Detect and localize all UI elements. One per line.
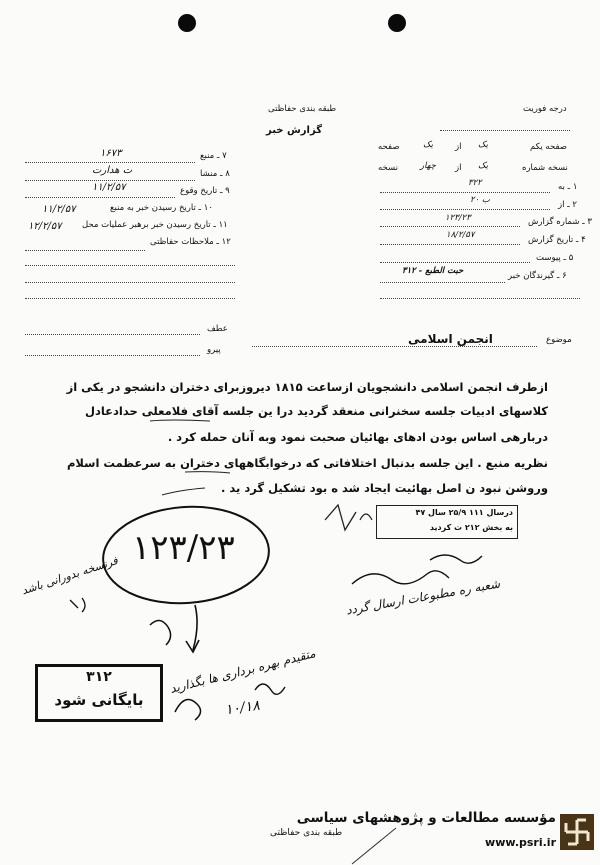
field-occurrence-date-label: ۹ ـ تاریخ وقوع	[180, 186, 230, 196]
institute-logo-icon	[560, 814, 594, 850]
subject-label: موضوع	[546, 335, 572, 345]
reference-atf-label: عطف	[207, 324, 228, 334]
field-from-label: ۲ ـ از	[558, 200, 577, 210]
field-page-label: صفحه یکم	[530, 142, 567, 152]
subject-value: انجمن اسلامی	[408, 332, 493, 346]
field-receipt-source-label: ۱۰ ـ تاریخ رسیدن خبر به منبع	[110, 203, 213, 213]
field-receipt-ops-label: ۱۱ ـ تاریخ رسیدن خبر برهبر عملیات محل	[82, 220, 228, 230]
stamp-line-1: درسال ۱۱۱ ۲۵/۹ سال ۴۷	[415, 508, 513, 517]
field-to-label: ۱ ـ به	[558, 182, 578, 192]
file-stamp-number: ۳۱۲	[86, 669, 112, 685]
field-report-date-value: ۱۸/۲/۵۷	[446, 230, 475, 240]
field-source-label: ۷ ـ منبع	[200, 151, 227, 161]
footer-logo-block	[248, 806, 600, 864]
field-copy-label: نسخه شماره	[522, 163, 568, 173]
field-page-value-a: یک	[478, 140, 488, 150]
receipt-stamp	[376, 505, 518, 539]
field-recipients-label: ۶ ـ گیرندگان خبر	[508, 271, 567, 281]
institute-website: www.psri.ir	[485, 836, 556, 849]
field-report-number-value: ۱۲۳/۲۳	[445, 213, 471, 223]
institute-name: مؤسسه مطالعات و پژوهشهای سیاسی	[296, 810, 556, 826]
field-attachment-label: ۵ ـ پیوست	[536, 253, 574, 263]
file-stamp-text: بایگانی شود	[54, 691, 144, 709]
file-stamp	[35, 664, 163, 722]
field-report-date-label: ۴ ـ تاریخ گزارش	[528, 235, 586, 245]
field-page-unit: صفحه	[378, 142, 400, 152]
body-line: نظریه منبع . این جلسه بدنبال اختلافاتی که درخوابگاههای دختران به سرعظمت اسلام	[66, 456, 548, 470]
body-line: وروشن نبود ن اصل بهائیت ایجاد شد ه بود تشکیل گرد ید .	[221, 481, 548, 495]
field-origin-value: ت هدارت	[92, 165, 133, 176]
handwritten-margin-note: فرنسخه بدورانی باشد	[20, 553, 120, 598]
handwritten-note-right: شعبه ره مطبوعات ارسال گردد	[344, 576, 502, 618]
priority-label: درجه فوریت	[523, 104, 567, 114]
body-line: دربارهی اساس بودن ادهای بهائیان صحبت نمود وبه آنان حمله کرد .	[167, 430, 548, 444]
body-line: کلاسهای ادبیات جلسه سخنرانی منعقد گردید درا ین جلسه آقای فلامعلی حدادعادل	[84, 404, 548, 418]
field-occurrence-date-value: ۱۱/۲/۵۷	[92, 182, 126, 193]
field-report-number-label: ۳ ـ شماره گزارش	[528, 217, 592, 227]
field-page-from-label: از	[455, 142, 462, 152]
field-recipients-value: ۳۱۲ - حبت الطبع	[402, 266, 464, 276]
handwritten-note-center: متقیدم بهره برداری ها بگذارید	[168, 646, 317, 696]
field-copy-value-a: یک	[478, 161, 488, 171]
stamp-line-2: به بخش ۲۱۲ ت کردید	[429, 523, 513, 532]
priority-line	[440, 130, 570, 131]
document-type-title: گزارش خبر	[266, 125, 323, 136]
field-from-value: ۲۰ ب	[470, 195, 490, 205]
field-page-value-b: یک	[423, 140, 433, 150]
field-security-notes-label: ۱۲ ـ ملاحظات حفاظتی	[150, 237, 231, 247]
body-line: ازطرف انجمن اسلامی دانشجویان ازساعت ۱۸۱۵ دیروزبرای دختران دانشجو در یکی از	[66, 380, 548, 394]
field-copy-unit: نسخه	[378, 163, 398, 173]
field-origin-label: ۸ ـ منشا	[200, 169, 230, 179]
field-copy-from-label: از	[455, 163, 462, 173]
footer-classification-label: طبقه بندی حفاظتی	[270, 828, 343, 838]
field-receipt-source-value: ۱۱/۲/۵۷	[42, 204, 76, 215]
field-to-value: ۳۲۲	[468, 178, 482, 188]
field-copy-value-b: چهار	[420, 161, 436, 171]
classification-label: طبقه بندی حفاظتی	[268, 104, 337, 114]
punch-hole-right	[388, 14, 406, 32]
field-source-value: ۱۶۷۳	[100, 148, 122, 159]
punch-hole-left	[178, 14, 196, 32]
field-receipt-ops-value: ۱۲/۲/۵۷	[28, 221, 62, 232]
handwritten-circled-number: ۱۲۳/۲۳	[132, 528, 235, 568]
handwritten-date: ۱۰/۱۸	[224, 697, 261, 719]
reference-peyro-label: پیرو	[207, 345, 221, 355]
